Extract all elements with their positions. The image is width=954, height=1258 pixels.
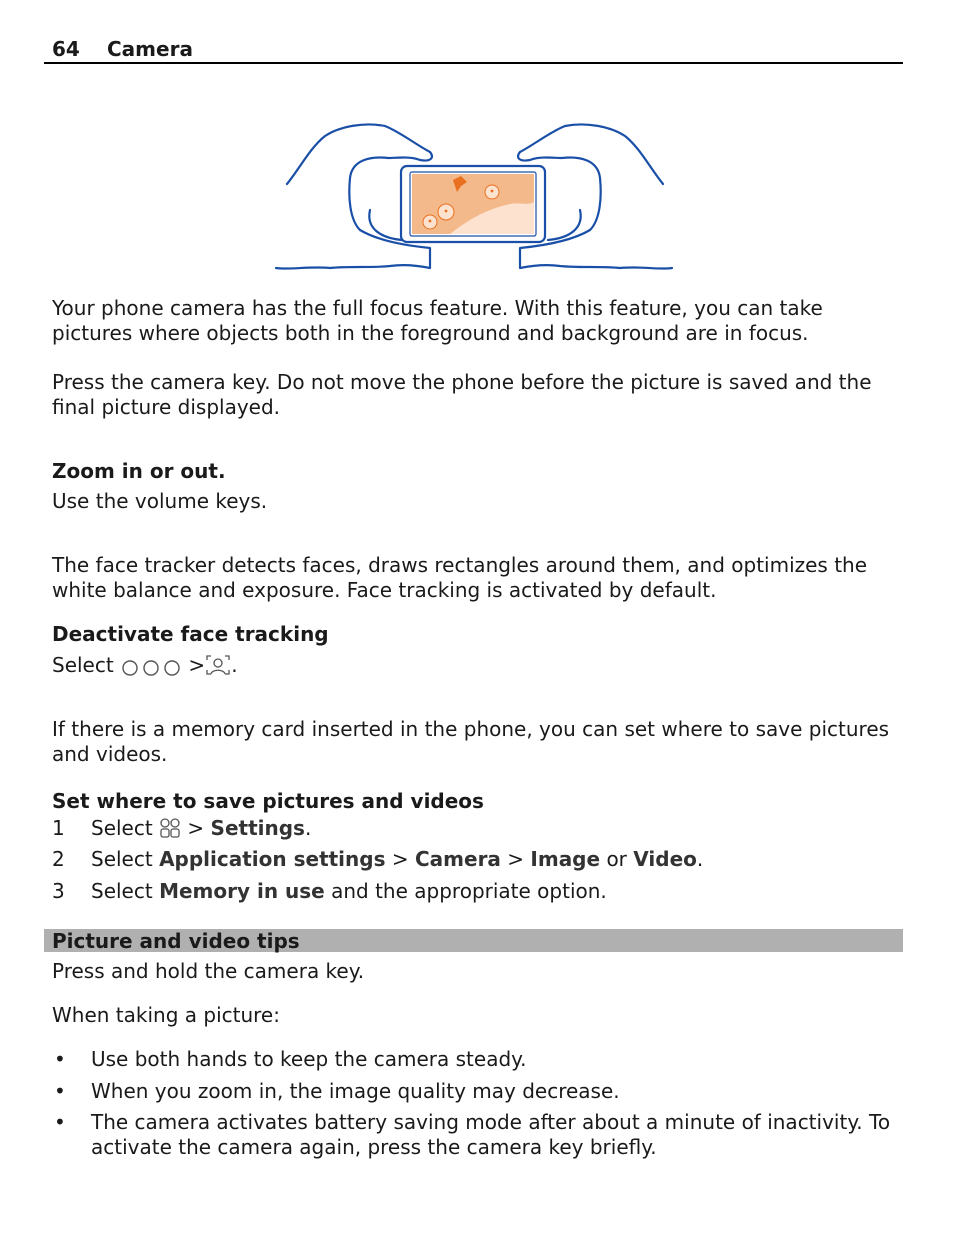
or-label: or <box>606 847 627 871</box>
page-header <box>44 36 903 64</box>
face-tracker-paragraph: The face tracker detects faces, draws rectangles around them, and optimizes the white balance and exposure. Face tracking is activated by default. <box>52 553 868 602</box>
step-number: 3 <box>52 879 65 903</box>
tips-paragraph-2: When taking a picture: <box>52 1003 280 1027</box>
image-menu-item[interactable]: Image <box>530 847 601 871</box>
set-save-location-heading: Set where to save pictures and videos <box>52 789 484 813</box>
section-heading: Picture and video tips <box>52 929 300 953</box>
separator: > <box>188 653 206 677</box>
bullet-icon: • <box>54 1079 66 1103</box>
deactivate-face-tracking-instruction <box>52 653 902 678</box>
list-item <box>52 1079 902 1104</box>
separator: > <box>391 847 409 871</box>
options-icon[interactable] <box>120 658 182 676</box>
face-tracking-icon[interactable] <box>205 654 231 676</box>
period: . <box>304 816 312 840</box>
step-number: 2 <box>52 847 65 871</box>
separator: > <box>507 847 525 871</box>
list-item <box>52 1110 902 1160</box>
step-text-end: and the appropriate option. <box>331 879 607 903</box>
memory-in-use-menu-item[interactable]: Memory in use <box>159 879 325 903</box>
deactivate-face-tracking-heading: Deactivate face tracking <box>52 622 329 646</box>
list-item <box>52 1047 902 1072</box>
intro-paragraph-2: Press the camera key. Do not move the phone before the picture is saved and the final picture displayed. <box>52 370 872 419</box>
step-text: Select <box>91 879 153 903</box>
section-heading-bar <box>44 929 903 952</box>
step-number: 1 <box>52 816 65 840</box>
application-settings-menu-item[interactable]: Application settings <box>159 847 386 871</box>
intro-paragraph: Your phone camera has the full focus feature. With this feature, you can take pictures where objects both in the foreground and background are in focus. <box>52 296 823 345</box>
bullet-icon: • <box>54 1110 66 1134</box>
camera-settings-icon[interactable] <box>159 817 181 839</box>
period: . <box>231 653 238 677</box>
bullet-icon: • <box>54 1047 66 1071</box>
step-text: Select <box>91 847 153 871</box>
hands-holding-phone-illustration <box>270 118 680 278</box>
period: . <box>696 847 704 871</box>
list-item-text: When you zoom in, the image quality may decrease. <box>91 1079 620 1103</box>
tips-paragraph: Press and hold the camera key. <box>52 959 365 983</box>
separator: > <box>187 816 205 840</box>
zoom-body: Use the volume keys. <box>52 489 268 513</box>
page-number: 64 <box>52 37 80 61</box>
settings-menu-item[interactable]: Settings <box>210 816 305 840</box>
camera-menu-item[interactable]: Camera <box>414 847 501 871</box>
step-text: Select <box>91 816 153 840</box>
memory-card-paragraph: If there is a memory card inserted in the phone, you can set where to save pictures and videos. <box>52 717 890 766</box>
select-label: Select <box>52 653 114 677</box>
video-menu-item[interactable]: Video <box>633 847 697 871</box>
list-item-text: The camera activates battery saving mode after about a minute of inactivity. To activate the camera again, press the camera key briefly. <box>91 1110 891 1159</box>
zoom-heading: Zoom in or out. <box>52 459 226 483</box>
section-title: Camera <box>107 37 193 61</box>
list-item-text: Use both hands to keep the camera steady. <box>91 1047 527 1071</box>
